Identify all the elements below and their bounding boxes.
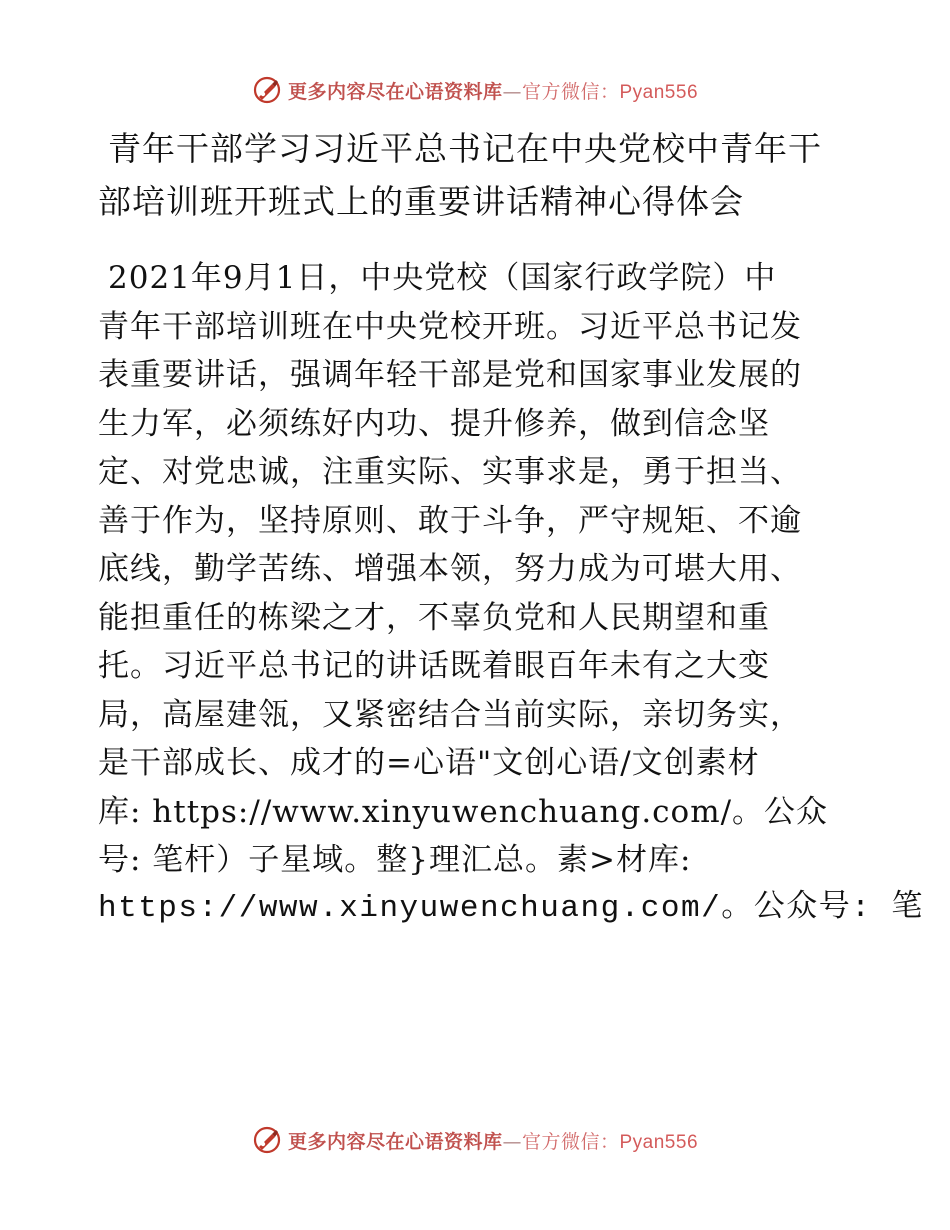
body-line: 生力军，必须练好内功、提升修养，做到信念坚 <box>98 405 770 442</box>
banner-wechat-label: 官方微信： <box>521 1130 620 1153</box>
banner-main-text: 更多内容尽在心语资料库 <box>287 80 503 103</box>
banner-dash: — <box>502 1130 522 1153</box>
footer-watermark-banner <box>0 1120 950 1160</box>
body-line: https://www.xinyuwenchuang.com/。公众号: 笔 <box>98 890 924 926</box>
pen-logo-icon <box>252 1125 282 1155</box>
banner-text <box>288 77 698 104</box>
banner-text <box>288 1127 698 1154</box>
body-line: 定、对党忠诚，注重实际、实事求是，勇于担当、 <box>98 454 802 490</box>
title-line: 部培训班开班式上的重要讲话精神心得体会 <box>98 182 744 221</box>
body-line: 2021年9月1日，中央党校（国家行政学院）中 <box>108 260 777 296</box>
body-line: 托。习近平总书记的讲话既着眼百年未有之大变 <box>98 648 770 684</box>
body-line: 底线，勤学苦练、增强本领，努力成为可堪大用、 <box>98 551 802 587</box>
header-watermark-banner <box>0 70 950 110</box>
banner-wechat-id: Pyan556 <box>619 81 699 103</box>
banner-wechat-id: Pyan556 <box>619 1131 699 1153</box>
document-title <box>98 122 858 228</box>
body-line: 是干部成长、成才的=心语"文创心语/文创素材 <box>98 745 760 781</box>
pen-logo-icon <box>252 75 282 105</box>
body-line: 善于作为，坚持原则、敢于斗争，严守规矩、不逾 <box>98 502 802 539</box>
body-line: 库: https://www.xinyuwenchuang.com/。公众 <box>98 793 829 830</box>
banner-main-text: 更多内容尽在心语资料库 <box>287 1130 503 1153</box>
banner-wechat-label: 官方微信： <box>521 80 620 103</box>
body-line: 号: 笔杆）子星域。整}理汇总。素>材库: <box>98 842 692 878</box>
banner-dash: — <box>502 80 522 103</box>
body-line: 表重要讲话，强调年轻干部是党和国家事业发展的 <box>98 357 802 393</box>
body-line: 青年干部培训班在中央党校开班。习近平总书记发 <box>98 308 802 345</box>
title-line: 青年干部学习习近平总书记在中央党校中青年干 <box>108 129 822 168</box>
body-line: 局，高屋建瓴，又紧密结合当前实际，亲切务实， <box>98 696 802 733</box>
body-line: 能担重任的栋梁之才，不辜负党和人民期望和重 <box>98 599 770 636</box>
document-body <box>98 254 924 933</box>
